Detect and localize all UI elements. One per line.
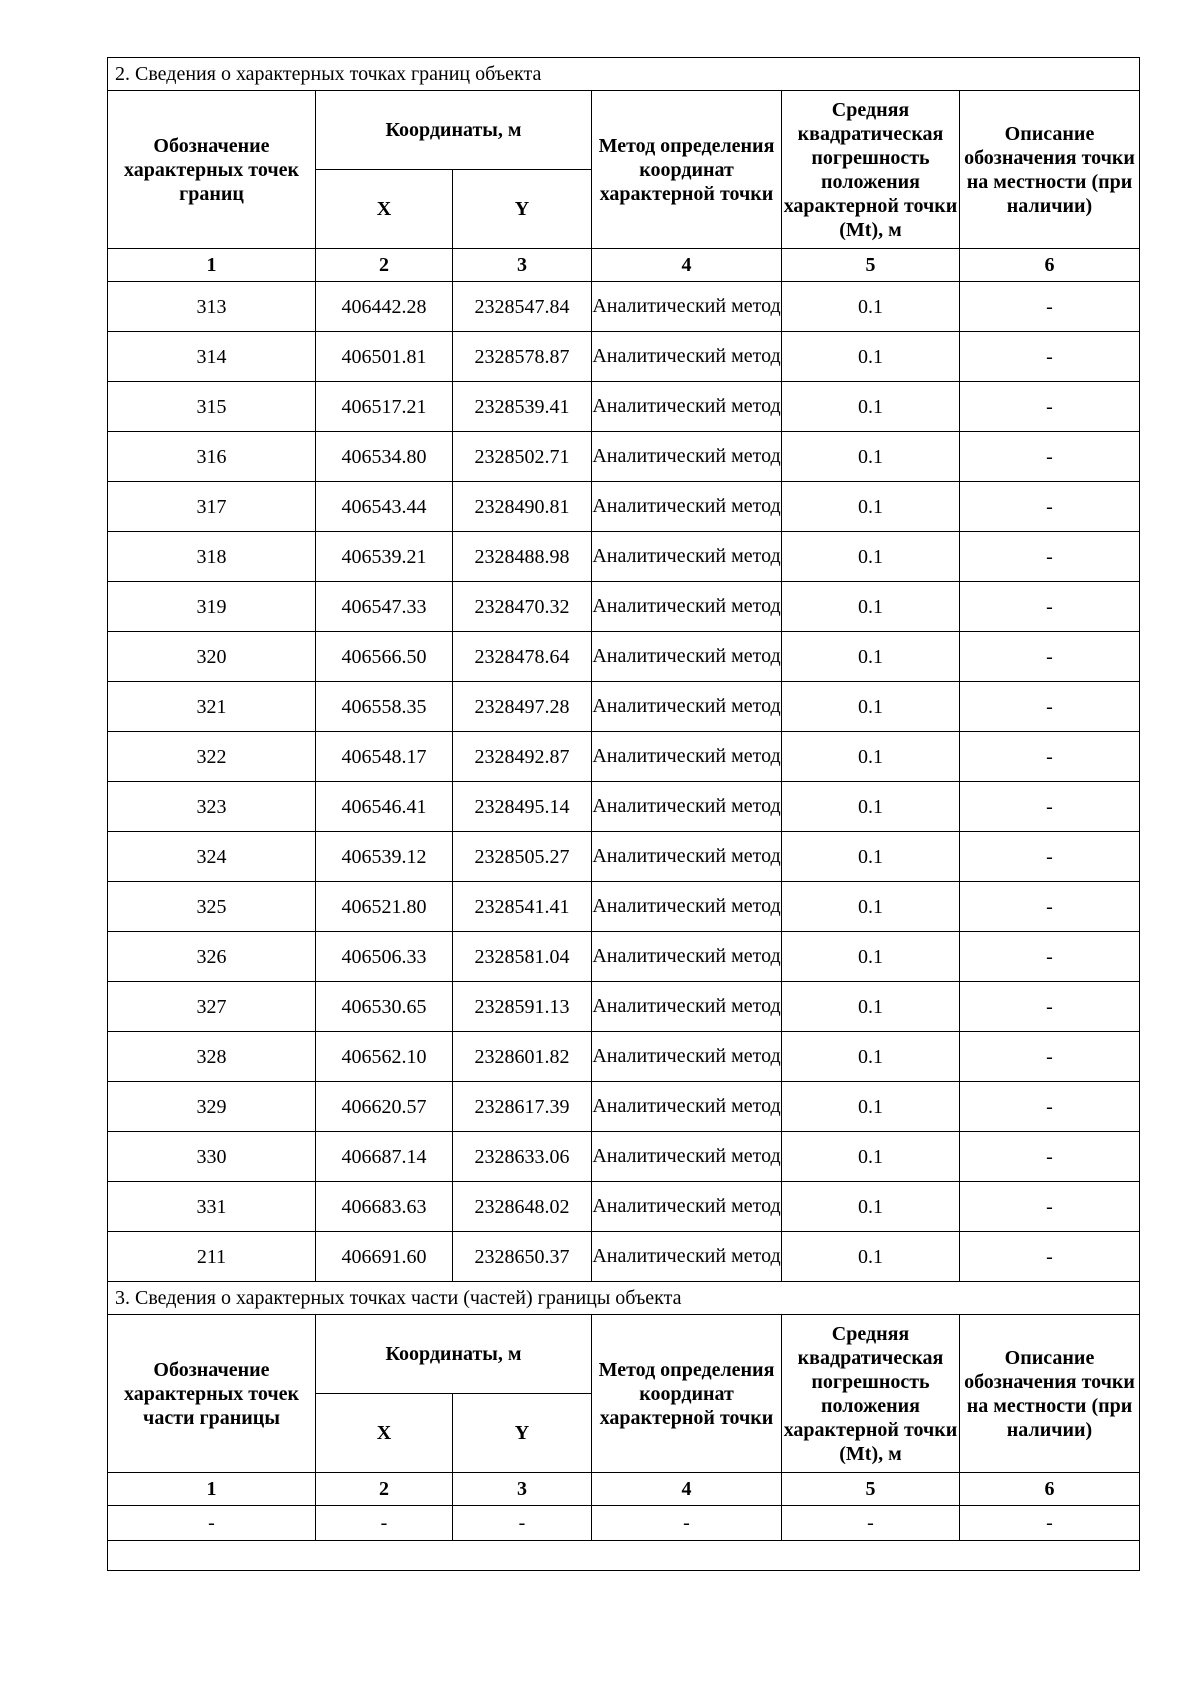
column-number: 3: [453, 1473, 592, 1506]
error-cell: 0.1: [782, 432, 960, 482]
description-cell: -: [960, 1182, 1140, 1232]
point-designation-cell: 321: [108, 682, 316, 732]
x-coordinate-cell: 406539.12: [316, 832, 453, 882]
point-designation-cell: 322: [108, 732, 316, 782]
x-coordinate-cell: 406683.63: [316, 1182, 453, 1232]
error-cell: 0.1: [782, 1232, 960, 1282]
method-cell: Аналитический метод: [592, 332, 782, 382]
method-cell: Аналитический метод: [592, 782, 782, 832]
section-2-title-row: [108, 58, 1140, 91]
error-cell: 0.1: [782, 732, 960, 782]
description-cell: -: [960, 282, 1140, 332]
error-cell: 0.1: [782, 632, 960, 682]
y-coordinate-cell: 2328648.02: [453, 1182, 592, 1232]
error-cell: 0.1: [782, 482, 960, 532]
method-cell: Аналитический метод: [592, 682, 782, 732]
x-coordinate-cell: 406562.10: [316, 1032, 453, 1082]
column-number: 1: [108, 249, 316, 282]
y-coordinate-cell: 2328650.37: [453, 1232, 592, 1282]
header-description: Описание обозначения точки на местности (при наличии): [960, 91, 1140, 249]
y-coordinate-cell: 2328470.32: [453, 582, 592, 632]
x-coordinate-cell: 406539.21: [316, 532, 453, 582]
error-cell: -: [782, 1506, 960, 1541]
description-cell: -: [960, 1132, 1140, 1182]
method-cell: Аналитический метод: [592, 882, 782, 932]
description-cell: -: [960, 832, 1140, 882]
column-number: 1: [108, 1473, 316, 1506]
header-error: Средняя квадратическая погрешность положения характерной точки (Mt), м: [782, 91, 960, 249]
header-error: Средняя квадратическая погрешность положения характерной точки (Mt), м: [782, 1315, 960, 1473]
x-coordinate-cell: 406442.28: [316, 282, 453, 332]
description-cell: -: [960, 682, 1140, 732]
y-coordinate-cell: 2328633.06: [453, 1132, 592, 1182]
method-cell: Аналитический метод: [592, 982, 782, 1032]
y-coordinate-cell: 2328539.41: [453, 382, 592, 432]
header-x: X: [316, 1394, 453, 1473]
x-coordinate-cell: 406620.57: [316, 1082, 453, 1132]
x-coordinate-cell: 406566.50: [316, 632, 453, 682]
error-cell: 0.1: [782, 1182, 960, 1232]
description-cell: -: [960, 782, 1140, 832]
x-coordinate-cell: 406691.60: [316, 1232, 453, 1282]
table-row: [108, 332, 1140, 382]
header-x: X: [316, 170, 453, 249]
point-designation-cell: 326: [108, 932, 316, 982]
header-y: Y: [453, 1394, 592, 1473]
column-number: 6: [960, 1473, 1140, 1506]
method-cell: Аналитический метод: [592, 732, 782, 782]
point-designation-cell: 331: [108, 1182, 316, 1232]
description-cell: -: [960, 1032, 1140, 1082]
column-number: 5: [782, 1473, 960, 1506]
error-cell: 0.1: [782, 1082, 960, 1132]
point-designation-cell: 317: [108, 482, 316, 532]
point-designation-cell: 328: [108, 1032, 316, 1082]
x-coordinate-cell: 406547.33: [316, 582, 453, 632]
table-row: [108, 1506, 1140, 1541]
x-coordinate-cell: 406530.65: [316, 982, 453, 1032]
y-coordinate-cell: 2328490.81: [453, 482, 592, 532]
table-row: [108, 1232, 1140, 1282]
point-designation-cell: 329: [108, 1082, 316, 1132]
method-cell: Аналитический метод: [592, 382, 782, 432]
y-coordinate-cell: 2328488.98: [453, 532, 592, 582]
table-row: [108, 1182, 1140, 1232]
x-coordinate-cell: 406501.81: [316, 332, 453, 382]
x-coordinate-cell: -: [316, 1506, 453, 1541]
x-coordinate-cell: 406548.17: [316, 732, 453, 782]
table-row: [108, 532, 1140, 582]
x-coordinate-cell: 406687.14: [316, 1132, 453, 1182]
table-row: [108, 1082, 1140, 1132]
header-coordinates: Координаты, м: [316, 91, 592, 170]
method-cell: Аналитический метод: [592, 832, 782, 882]
error-cell: 0.1: [782, 982, 960, 1032]
description-cell: -: [960, 582, 1140, 632]
error-cell: 0.1: [782, 282, 960, 332]
document-table-body: [108, 58, 1140, 1571]
x-coordinate-cell: 406521.80: [316, 882, 453, 932]
method-cell: Аналитический метод: [592, 532, 782, 582]
column-number: 4: [592, 249, 782, 282]
header-method: Метод определения координат характерной точки: [592, 91, 782, 249]
table-row: [108, 582, 1140, 632]
column-number: 2: [316, 249, 453, 282]
table-row: [108, 432, 1140, 482]
y-coordinate-cell: 2328492.87: [453, 732, 592, 782]
method-cell: Аналитический метод: [592, 482, 782, 532]
table-row: [108, 482, 1140, 532]
column-number: 6: [960, 249, 1140, 282]
section-2-column-numbers: [108, 249, 1140, 282]
y-coordinate-cell: -: [453, 1506, 592, 1541]
description-cell: -: [960, 1232, 1140, 1282]
point-designation-cell: 325: [108, 882, 316, 932]
point-designation-cell: 211: [108, 1232, 316, 1282]
table-row: [108, 732, 1140, 782]
description-cell: -: [960, 482, 1140, 532]
x-coordinate-cell: 406517.21: [316, 382, 453, 432]
point-designation-cell: 315: [108, 382, 316, 432]
section-3-column-numbers: [108, 1473, 1140, 1506]
table-row: [108, 632, 1140, 682]
column-number: 2: [316, 1473, 453, 1506]
x-coordinate-cell: 406543.44: [316, 482, 453, 532]
table-row: [108, 1132, 1140, 1182]
description-cell: -: [960, 382, 1140, 432]
description-cell: -: [960, 1082, 1140, 1132]
table-row: [108, 382, 1140, 432]
error-cell: 0.1: [782, 832, 960, 882]
x-coordinate-cell: 406558.35: [316, 682, 453, 732]
error-cell: 0.1: [782, 332, 960, 382]
point-designation-cell: 316: [108, 432, 316, 482]
table-row: [108, 682, 1140, 732]
method-cell: Аналитический метод: [592, 1232, 782, 1282]
description-cell: -: [960, 1506, 1140, 1541]
description-cell: -: [960, 432, 1140, 482]
y-coordinate-cell: 2328497.28: [453, 682, 592, 732]
point-designation-cell: 323: [108, 782, 316, 832]
section-3-title: 3. Сведения о характерных точках части (частей) границы объекта: [108, 1282, 1140, 1315]
method-cell: Аналитический метод: [592, 582, 782, 632]
error-cell: 0.1: [782, 682, 960, 732]
blank-row: [108, 1541, 1140, 1571]
point-designation-cell: 319: [108, 582, 316, 632]
blank-cell: [108, 1541, 1140, 1571]
description-cell: -: [960, 632, 1140, 682]
header-coordinates: Координаты, м: [316, 1315, 592, 1394]
section-3-title-row: [108, 1282, 1140, 1315]
point-designation-cell: 318: [108, 532, 316, 582]
y-coordinate-cell: 2328591.13: [453, 982, 592, 1032]
description-cell: -: [960, 982, 1140, 1032]
description-cell: -: [960, 332, 1140, 382]
y-coordinate-cell: 2328541.41: [453, 882, 592, 932]
header-method: Метод определения координат характерной точки: [592, 1315, 782, 1473]
method-cell: Аналитический метод: [592, 1032, 782, 1082]
method-cell: Аналитический метод: [592, 632, 782, 682]
error-cell: 0.1: [782, 382, 960, 432]
error-cell: 0.1: [782, 1132, 960, 1182]
y-coordinate-cell: 2328578.87: [453, 332, 592, 382]
table-row: [108, 832, 1140, 882]
header-y: Y: [453, 170, 592, 249]
method-cell: Аналитический метод: [592, 282, 782, 332]
error-cell: 0.1: [782, 782, 960, 832]
point-designation-cell: 330: [108, 1132, 316, 1182]
point-designation-cell: 320: [108, 632, 316, 682]
method-cell: Аналитический метод: [592, 1132, 782, 1182]
x-coordinate-cell: 406534.80: [316, 432, 453, 482]
header-point-designation: Обозначение характерных точек границ: [108, 91, 316, 249]
method-cell: Аналитический метод: [592, 1182, 782, 1232]
point-designation-cell: 327: [108, 982, 316, 1032]
y-coordinate-cell: 2328547.84: [453, 282, 592, 332]
table-row: [108, 1032, 1140, 1082]
header-point-designation: Обозначение характерных точек части границы: [108, 1315, 316, 1473]
table-row: [108, 882, 1140, 932]
description-cell: -: [960, 532, 1140, 582]
boundary-points-document: [107, 57, 1140, 1571]
y-coordinate-cell: 2328478.64: [453, 632, 592, 682]
method-cell: Аналитический метод: [592, 432, 782, 482]
table-row: [108, 932, 1140, 982]
error-cell: 0.1: [782, 932, 960, 982]
section-2-title: 2. Сведения о характерных точках границ объекта: [108, 58, 1140, 91]
method-cell: Аналитический метод: [592, 1082, 782, 1132]
description-cell: -: [960, 732, 1140, 782]
y-coordinate-cell: 2328617.39: [453, 1082, 592, 1132]
point-designation-cell: 314: [108, 332, 316, 382]
y-coordinate-cell: 2328601.82: [453, 1032, 592, 1082]
error-cell: 0.1: [782, 1032, 960, 1082]
point-designation-cell: -: [108, 1506, 316, 1541]
table-row: [108, 782, 1140, 832]
y-coordinate-cell: 2328495.14: [453, 782, 592, 832]
point-designation-cell: 324: [108, 832, 316, 882]
y-coordinate-cell: 2328505.27: [453, 832, 592, 882]
column-number: 4: [592, 1473, 782, 1506]
error-cell: 0.1: [782, 532, 960, 582]
error-cell: 0.1: [782, 882, 960, 932]
method-cell: Аналитический метод: [592, 932, 782, 982]
table-row: [108, 282, 1140, 332]
y-coordinate-cell: 2328581.04: [453, 932, 592, 982]
point-designation-cell: 313: [108, 282, 316, 332]
column-number: 5: [782, 249, 960, 282]
section-3-header-row: [108, 1315, 1140, 1394]
header-description: Описание обозначения точки на местности (при наличии): [960, 1315, 1140, 1473]
section-2-header-row: [108, 91, 1140, 170]
y-coordinate-cell: 2328502.71: [453, 432, 592, 482]
error-cell: 0.1: [782, 582, 960, 632]
x-coordinate-cell: 406506.33: [316, 932, 453, 982]
column-number: 3: [453, 249, 592, 282]
description-cell: -: [960, 882, 1140, 932]
table-row: [108, 982, 1140, 1032]
method-cell: -: [592, 1506, 782, 1541]
description-cell: -: [960, 932, 1140, 982]
x-coordinate-cell: 406546.41: [316, 782, 453, 832]
